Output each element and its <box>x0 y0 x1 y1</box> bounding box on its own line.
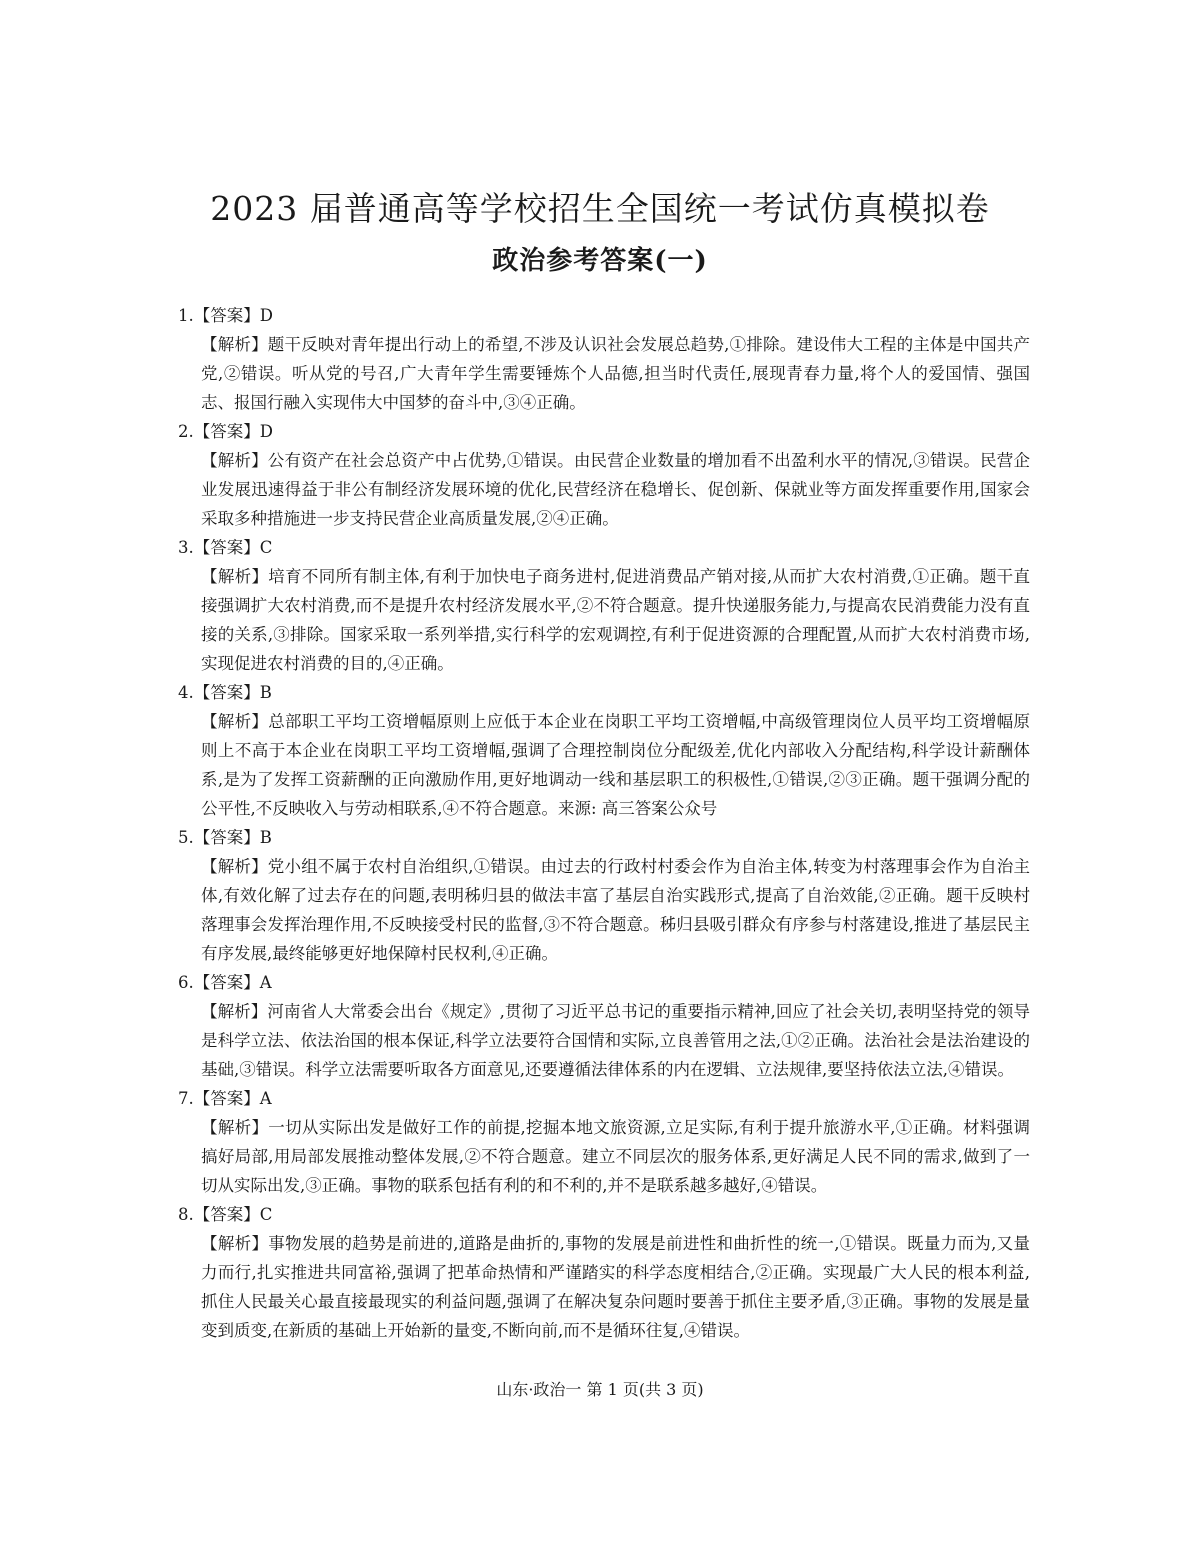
answer-item-4 <box>178 678 1030 823</box>
analysis-text: 【解析】一切从实际出发是做好工作的前提,挖掘本地文旅资源,立足实际,有利于提升旅游水平,①正确。材料强调搞好局部,用局部发展推动整体发展,②不符合题意。建立不同层次的服务体系,更好满足人民不同的需求,做到了一切从实际出发,③正确。事物的联系包括有利的和不利的,并不是联系越多越好,④错误。 <box>201 1118 1030 1195</box>
answer-item-3 <box>178 533 1030 678</box>
answer-label: 2.【答案】D <box>178 422 273 441</box>
analysis-text: 【解析】题干反映对青年提出行动上的希望,不涉及认识社会发展总趋势,①排除。建设伟大工程的主体是中国共产党,②错误。听从党的号召,广大青年学生需要锤炼个人品德,担当时代责任,展现青春力量,将个人的爱国情、强国志、报国行融入实现伟大中国梦的奋斗中,③④正确。 <box>201 335 1030 412</box>
analysis-text: 【解析】河南省人大常委会出台《规定》,贯彻了习近平总书记的重要指示精神,回应了社会关切,表明坚持党的领导是科学立法、依法治国的根本保证,科学立法要符合国情和实际,立良善管用之法,①②正确。法治社会是法治建设的基础,③错误。科学立法需要听取各方面意见,还要遵循法律体系的内在逻辑、立法规律,要坚持依法立法,④错误。 <box>201 1002 1030 1079</box>
answer-item-7 <box>178 1084 1030 1200</box>
answer-label: 6.【答案】A <box>178 973 272 992</box>
page-footer: 山东·政治一 第 1 页(共 3 页) <box>496 1380 704 1399</box>
analysis-text: 【解析】公有资产在社会总资产中占优势,①错误。由民营企业数量的增加看不出盈利水平的情况,③错误。民营企业发展迅速得益于非公有制经济发展环境的优化,民营经济在稳增长、促创新、保就业等方面发挥重要作用,国家会采取多种措施进一步支持民营企业高质量发展,②④正确。 <box>201 451 1030 528</box>
answer-label: 3.【答案】C <box>178 538 273 557</box>
page-subtitle: 政治参考答案(一) <box>492 246 708 276</box>
answer-item-6 <box>178 968 1030 1084</box>
answer-item-2 <box>178 417 1030 533</box>
answer-list <box>178 301 1030 1345</box>
analysis-text: 【解析】培育不同所有制主体,有利于加快电子商务进村,促进消费品产销对接,从而扩大农村消费,①正确。题干直接强调扩大农村消费,而不是提升农村经济发展水平,②不符合题意。提升快递服务能力,与提高农民消费能力没有直接的关系,③排除。国家采取一系列举措,实行科学的宏观调控,有利于促进资源的合理配置,从而扩大农村消费市场,实现促进农村消费的目的,④正确。 <box>201 567 1030 673</box>
answer-item-1 <box>178 301 1030 417</box>
analysis-text: 【解析】事物发展的趋势是前进的,道路是曲折的,事物的发展是前进性和曲折性的统一,①错误。既量力而为,又量力而行,扎实推进共同富裕,强调了把革命热情和严谨踏实的科学态度相结合,②正确。实现最广大人民的根本利益,抓住人民最关心最直接最现实的利益问题,强调了在解决复杂问题时要善于抓住主要矛盾,③正确。事物的发展是量变到质变,在新质的基础上开始新的量变,不断向前,而不是循环往复,④错误。 <box>201 1234 1030 1340</box>
answer-item-5 <box>178 823 1030 968</box>
analysis-text: 【解析】党小组不属于农村自治组织,①错误。由过去的行政村村委会作为自治主体,转变为村落理事会作为自治主体,有效化解了过去存在的问题,表明秭归县的做法丰富了基层自治实践形式,提高了自治效能,②正确。题干反映村落理事会发挥治理作用,不反映接受村民的监督,③不符合题意。秭归县吸引群众有序参与村落建设,推进了基层民主有序发展,最终能够更好地保障村民权利,④正确。 <box>201 857 1030 963</box>
analysis-text: 【解析】总部职工平均工资增幅原则上应低于本企业在岗职工平均工资增幅,中高级管理岗位人员平均工资增幅原则上不高于本企业在岗职工平均工资增幅,强调了合理控制岗位分配级差,优化内部收入分配结构,科学设计薪酬体系,是为了发挥工资薪酬的正向激励作用,更好地调动一线和基层职工的积极性,①错误,②③正确。题干强调分配的公平性,不反映收入与劳动相联系,④不符合题意。来源: 高三答案公众号 <box>201 712 1030 818</box>
answer-label: 1.【答案】D <box>178 306 273 325</box>
answer-label: 4.【答案】B <box>178 683 272 702</box>
answer-label: 8.【答案】C <box>178 1205 273 1224</box>
answer-label: 7.【答案】A <box>178 1089 272 1108</box>
answer-label: 5.【答案】B <box>178 828 272 847</box>
page-title: 2023 届普通高等学校招生全国统一考试仿真模拟卷 <box>210 189 990 228</box>
answer-item-8 <box>178 1200 1030 1345</box>
